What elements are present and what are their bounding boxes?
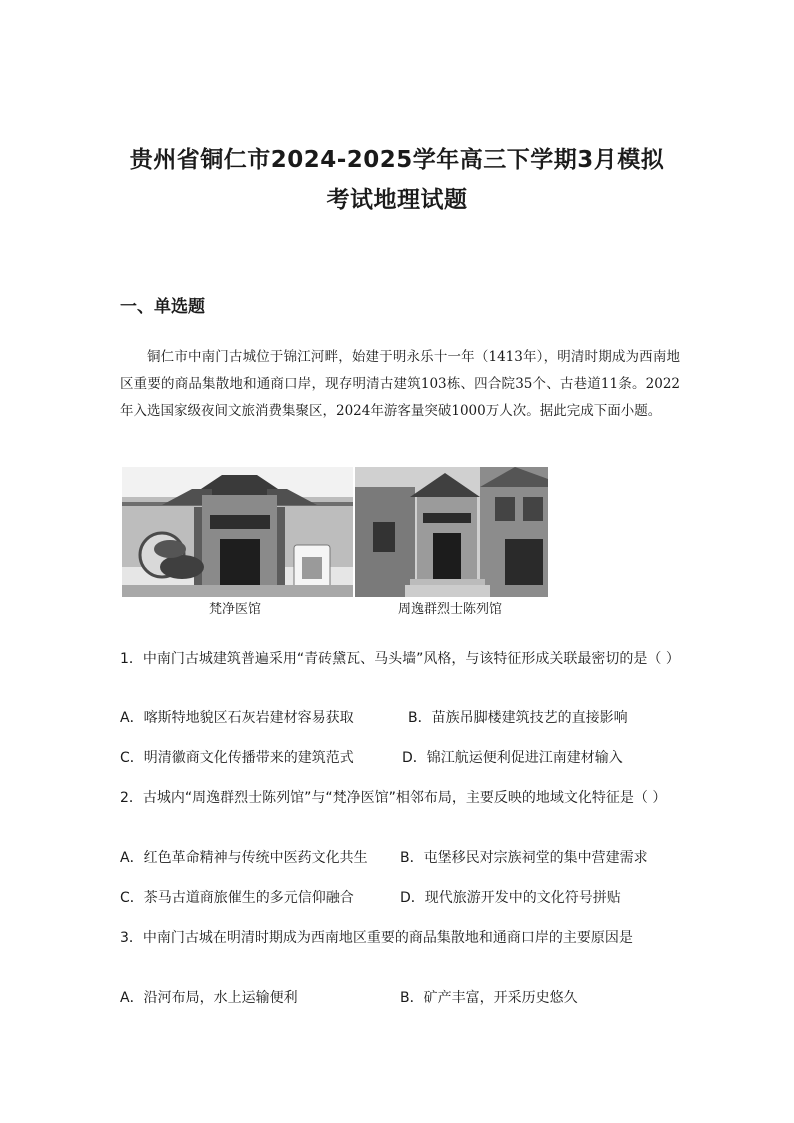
- photo-zhou-yiqun-memorial: [355, 467, 548, 597]
- document-title: [100, 140, 694, 220]
- question-1-option-b: B．苗族吊脚楼建筑技艺的直接影响: [408, 710, 628, 726]
- question-1-option-d: D．锦江航运便利促进江南建材输入: [402, 750, 623, 766]
- caption-zhou-yiqun-memorial: 周逸群烈士陈列馆: [397, 602, 502, 617]
- question-1-stem: 1．中南门古城建筑普遍采用“青砖黛瓦、马头墙”风格，与该特征形成关联最密切的是（ ）: [120, 651, 680, 667]
- question-1-options-row-1: [120, 706, 700, 730]
- fanjing-clinic-image: [122, 467, 353, 597]
- question-2-options-row-1: [120, 846, 700, 870]
- question-3-option-a: A．沿河布局，水上运输便利: [120, 990, 298, 1006]
- question-3-option-b: B．矿产丰富，开采历史悠久: [400, 990, 578, 1006]
- figure-photos: [122, 467, 548, 597]
- question-3-options-row-1: [120, 986, 700, 1010]
- question-2-stem: 2．古城内“周逸群烈士陈列馆”与“梵净医馆”相邻布局，主要反映的地域文化特征是（ ）: [120, 790, 667, 806]
- question-1-option-a: A．喀斯特地貌区石灰岩建材容易获取: [120, 710, 354, 726]
- question-2-option-b: B．屯堡移民对宗族祠堂的集中营建需求: [400, 850, 648, 866]
- question-3-stem: 3．中南门古城在明清时期成为西南地区重要的商品集散地和通商口岸的主要原因是: [120, 930, 633, 946]
- question-2-options-row-2: [120, 886, 700, 910]
- caption-fanjing-clinic: 梵净医馆: [208, 602, 261, 617]
- zhou-yiqun-memorial-image: [355, 467, 548, 597]
- reading-passage: [120, 344, 680, 425]
- question-1-option-c: C．明清徽商文化传播带来的建筑范式: [120, 750, 354, 766]
- section-heading: 一、单选题: [120, 297, 205, 317]
- question-2-option-d: D．现代旅游开发中的文化符号拼贴: [400, 890, 621, 906]
- photo-fanjing-clinic: [122, 467, 353, 597]
- title-line-2: 考试地理试题: [326, 187, 468, 213]
- passage-text: 铜仁市中南门古城位于锦江河畔，始建于明永乐十一年（1413年），明清时期成为西南地区重要的商品集散地和通商口岸，现存明清古建筑103栋、四合院35个、古巷道11条。2022年入选国家级夜间文旅消费集聚区，2024年游客量突破1000万人次。据此完成下面小题。: [120, 349, 680, 419]
- title-line-1: 贵州省铜仁市2024-2025学年高三下学期3月模拟: [129, 147, 665, 173]
- question-2-option-c: C．茶马古道商旅催生的多元信仰融合: [120, 890, 354, 906]
- question-2-option-a: A．红色革命精神与传统中医药文化共生: [120, 850, 368, 866]
- question-1-options-row-2: [120, 746, 700, 770]
